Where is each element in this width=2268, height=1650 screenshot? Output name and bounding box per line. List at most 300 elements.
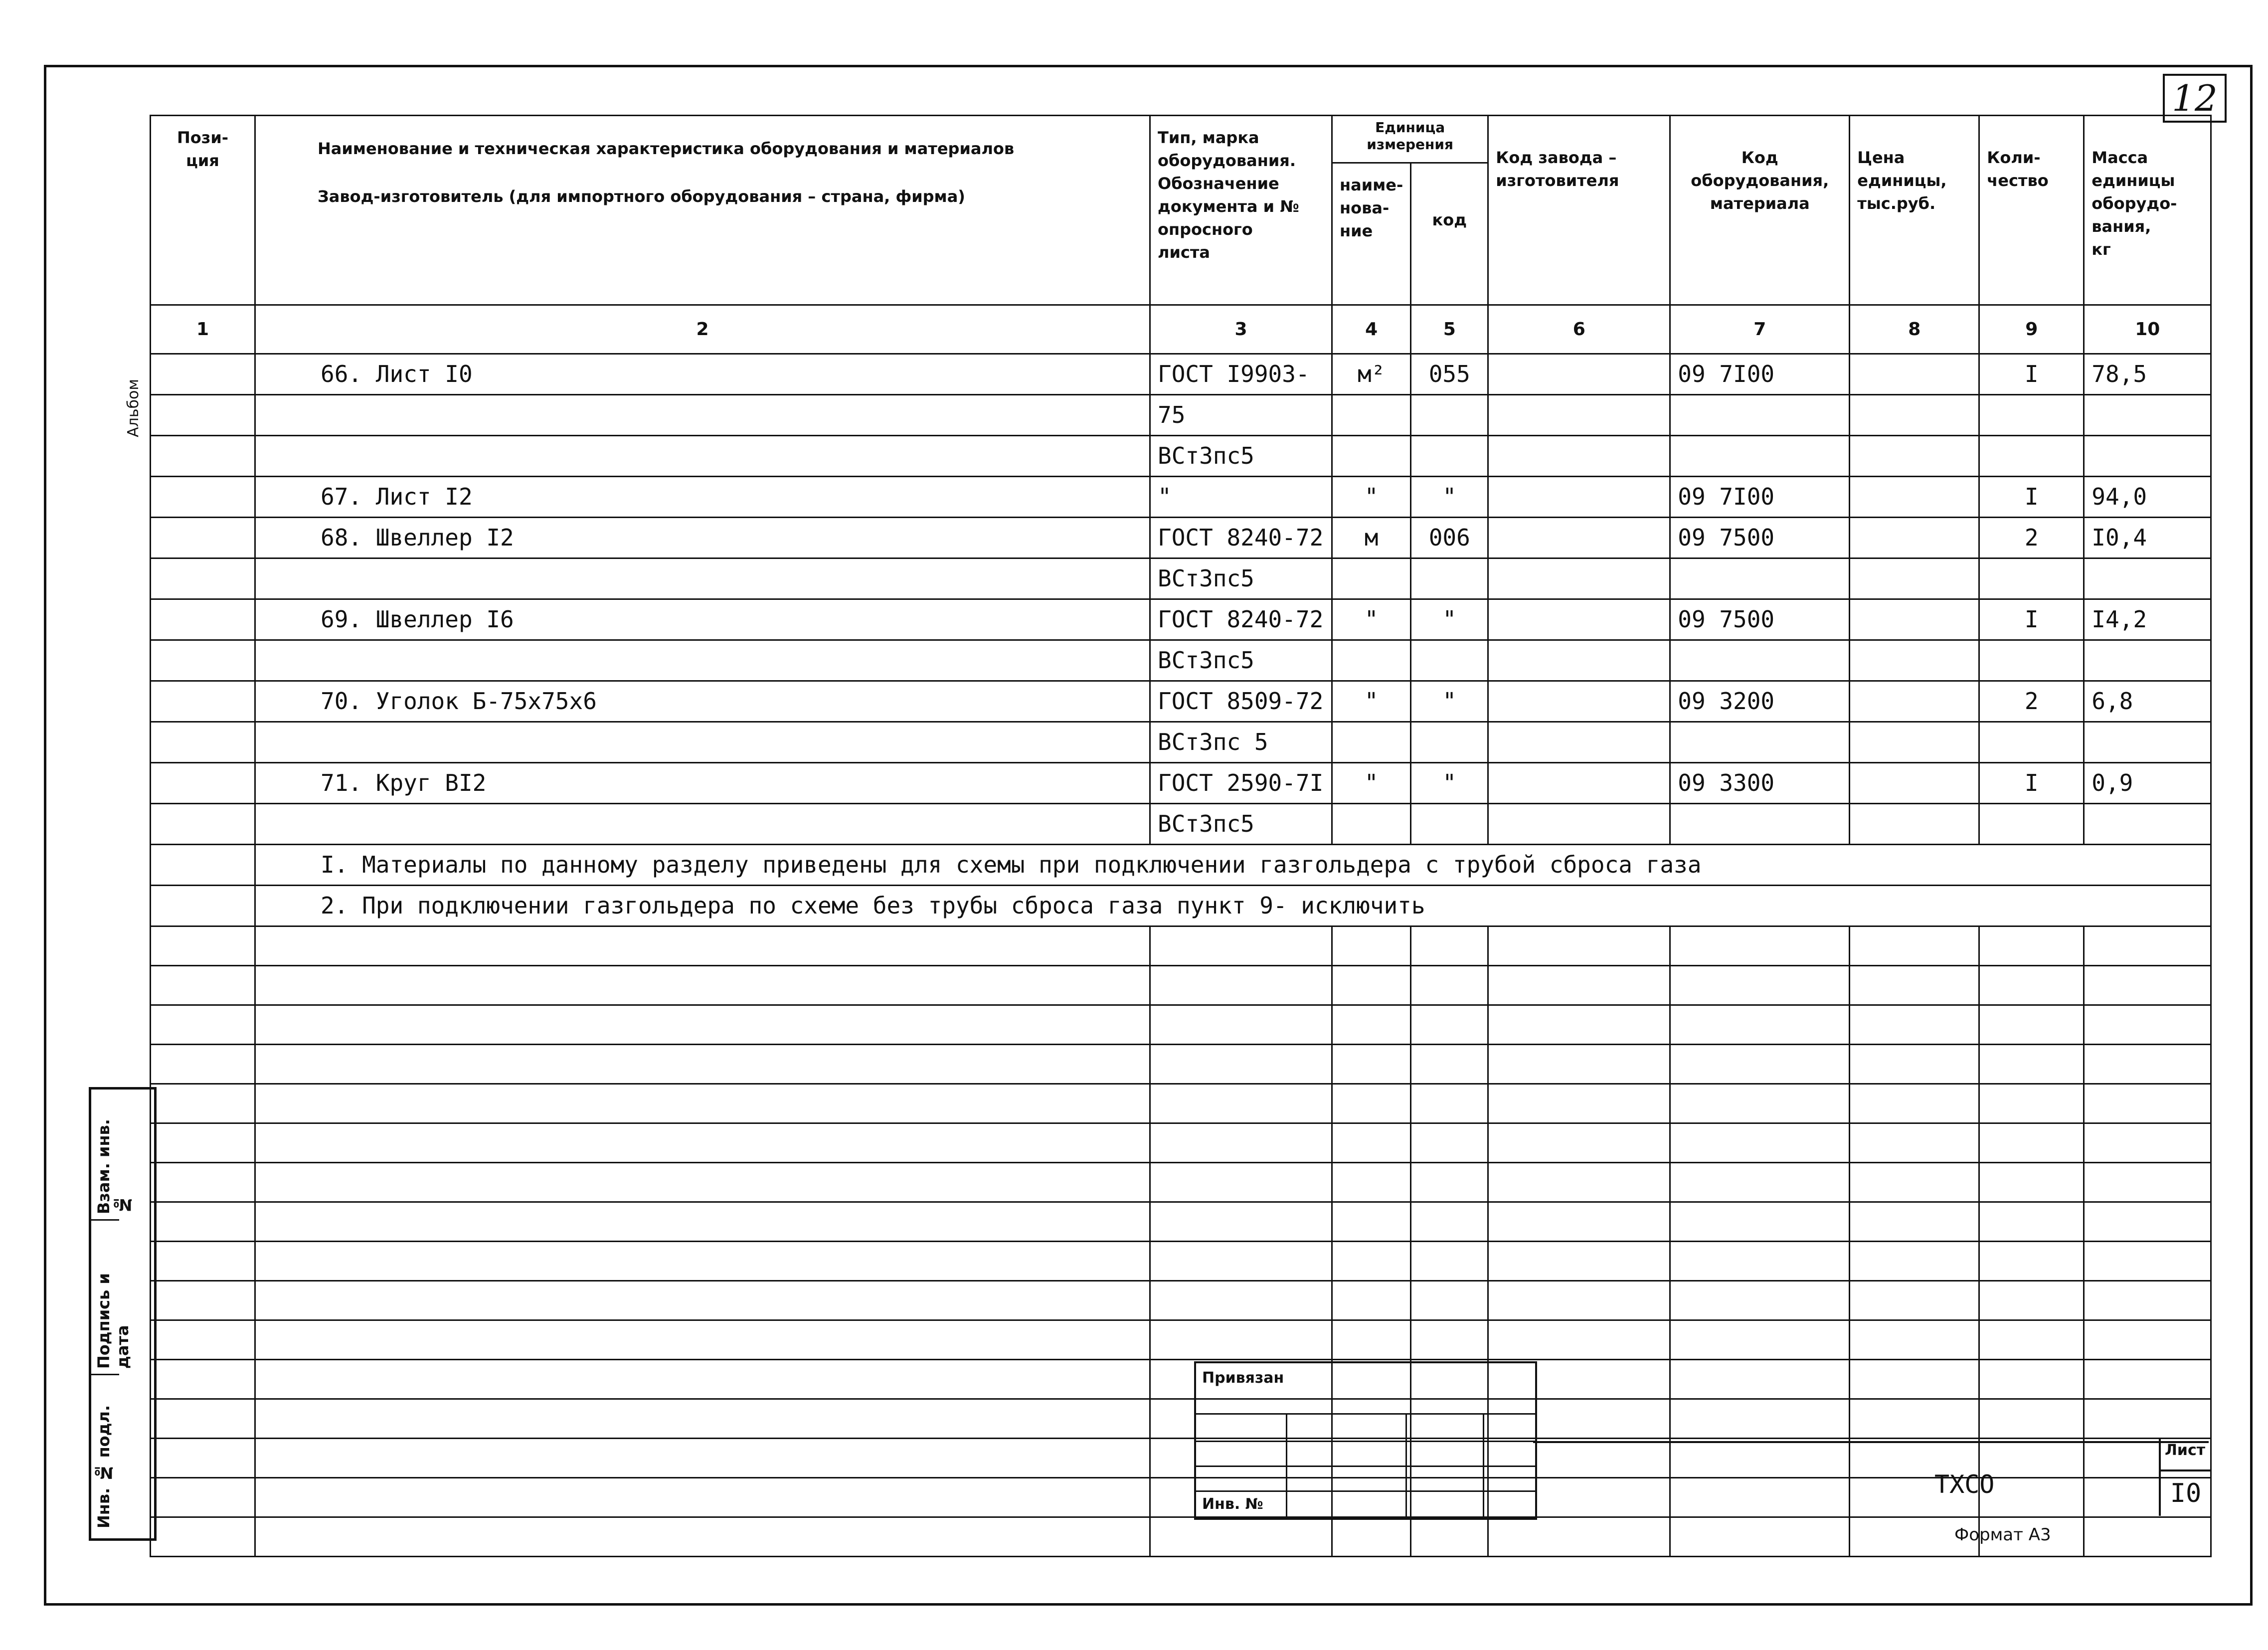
table-cell: [1411, 1123, 1488, 1163]
table-cell: [1411, 436, 1488, 477]
table-cell: [1488, 354, 1670, 395]
table-cell: ": [1332, 681, 1411, 722]
table-cell: ВСт3пс5: [1150, 804, 1332, 845]
header-factory-code: Код завода – изготовителя: [1488, 116, 1670, 305]
table-cell: [2084, 436, 2211, 477]
table-cell: [1670, 436, 1850, 477]
table-cell: [1979, 1163, 2084, 1202]
format-label: Формат А3: [1954, 1525, 2051, 1545]
table-cell: 68. Швеллер I2: [255, 518, 1150, 558]
table-cell: [1488, 926, 1670, 966]
table-cell: ": [1150, 477, 1332, 518]
table-cell: [1670, 1123, 1850, 1163]
table-row: [151, 1517, 2211, 1557]
table-row: [151, 886, 2211, 926]
table-cell: [1488, 1320, 1670, 1360]
table-cell: ": [1411, 477, 1488, 518]
table-cell: [1488, 1123, 1670, 1163]
table-row: [151, 558, 2211, 599]
table-cell: [1488, 477, 1670, 518]
table-cell: [151, 558, 255, 599]
table-cell: [2084, 1163, 2211, 1202]
table-cell: [2084, 1320, 2211, 1360]
table-cell: [1979, 1399, 2084, 1439]
table-cell: [1332, 926, 1411, 966]
table-cell: 09 7500: [1670, 599, 1850, 640]
table-cell: [2084, 926, 2211, 966]
table-cell: [1979, 1084, 2084, 1123]
table-cell: [255, 558, 1150, 599]
table-cell: [2084, 1045, 2211, 1084]
table-cell: [1670, 804, 1850, 845]
table-cell: [2084, 1005, 2211, 1045]
table-cell: 75: [1150, 395, 1332, 436]
table-cell: [1150, 1005, 1332, 1045]
table-cell: ": [1411, 599, 1488, 640]
table-cell: [255, 1202, 1150, 1242]
table-cell: [151, 966, 255, 1005]
table-cell: [1488, 1517, 1670, 1557]
table-cell: [151, 1439, 255, 1478]
table-cell: [151, 436, 255, 477]
table-cell: [1850, 1123, 1979, 1163]
table-cell: [1488, 518, 1670, 558]
table-cell: [1488, 722, 1670, 763]
table-cell: [1979, 1281, 2084, 1320]
linked-stamp: [1194, 1361, 1537, 1520]
header-position: Пози- ция: [151, 116, 255, 305]
table-cell: [2084, 804, 2211, 845]
col-number-5: 5: [1411, 305, 1488, 354]
table-cell: [151, 804, 255, 845]
table-cell: [1332, 966, 1411, 1005]
table-cell: [1332, 1163, 1411, 1202]
table-cell: [1150, 1163, 1332, 1202]
table-cell: [1488, 1163, 1670, 1202]
note-line: I. Материалы по данному разделу приведены для схемы при подключении газгольдера с трубой сброса газа: [255, 845, 2211, 886]
col-number-10: 10: [2084, 305, 2211, 354]
table-cell: [1850, 477, 1979, 518]
table-cell: [1411, 1202, 1488, 1242]
table-cell: [1670, 395, 1850, 436]
table-row: [151, 1360, 2211, 1399]
table-cell: I: [1979, 599, 2084, 640]
table-cell: [1979, 1005, 2084, 1045]
table-cell: [151, 599, 255, 640]
table-cell: [1850, 1320, 1979, 1360]
table-cell: [255, 1005, 1150, 1045]
table-cell: [151, 1517, 255, 1557]
table-cell: [2084, 1242, 2211, 1281]
table-cell: [2084, 1202, 2211, 1242]
table-cell: [1850, 1242, 1979, 1281]
table-cell: [255, 395, 1150, 436]
table-cell: [1488, 558, 1670, 599]
table-cell: [1670, 722, 1850, 763]
table-cell: 055: [1411, 354, 1488, 395]
table-cell: [2084, 1399, 2211, 1439]
table-cell: [1670, 1399, 1850, 1439]
table-cell: [255, 1517, 1150, 1557]
table-cell: [1150, 1320, 1332, 1360]
table-cell: 2: [1979, 518, 2084, 558]
table-cell: [1670, 1360, 1850, 1399]
table-cell: [1332, 436, 1411, 477]
table-row: [151, 599, 2211, 640]
table-cell: I0,4: [2084, 518, 2211, 558]
table-cell: [1411, 1084, 1488, 1123]
table-cell: ВСт3пс5: [1150, 436, 1332, 477]
table-row: [151, 722, 2211, 763]
table-cell: [255, 436, 1150, 477]
table-cell: [1411, 395, 1488, 436]
page-number: 12: [2163, 74, 2227, 123]
sheet-label: Лист: [2165, 1442, 2206, 1459]
table-cell: 09 7I00: [1670, 477, 1850, 518]
table-cell: [151, 1084, 255, 1123]
table-row: [151, 354, 2211, 395]
table-cell: [255, 926, 1150, 966]
col-number-2: 2: [255, 305, 1150, 354]
table-cell: 78,5: [2084, 354, 2211, 395]
table-cell: ВСт3пс5: [1150, 640, 1332, 681]
table-cell: 09 7500: [1670, 518, 1850, 558]
table-row: [151, 681, 2211, 722]
table-cell: [1332, 1084, 1411, 1123]
table-cell: м: [1332, 518, 1411, 558]
table-cell: [151, 722, 255, 763]
table-cell: [255, 1163, 1150, 1202]
table-cell: ": [1332, 763, 1411, 804]
table-cell: 09 3300: [1670, 763, 1850, 804]
table-cell: [1670, 1242, 1850, 1281]
field-signature-date: Подпись и дата: [94, 1273, 132, 1369]
table-cell: [1979, 1360, 2084, 1399]
table-cell: [2084, 1084, 2211, 1123]
table-cell: [1332, 1242, 1411, 1281]
table-cell: [1850, 966, 1979, 1005]
table-cell: [1488, 436, 1670, 477]
table-row: [151, 1084, 2211, 1123]
table-cell: [1488, 763, 1670, 804]
field-replacement-inventory: Взам. инв. №: [94, 1119, 132, 1214]
table-cell: [151, 477, 255, 518]
table-cell: [1332, 558, 1411, 599]
table-cell: [1979, 926, 2084, 966]
table-cell: [1411, 1045, 1488, 1084]
table-cell: ВСт3пс5: [1150, 558, 1332, 599]
table-cell: 2: [1979, 681, 2084, 722]
table-cell: [1979, 436, 2084, 477]
table-cell: ": [1332, 477, 1411, 518]
table-cell: [1488, 966, 1670, 1005]
table-cell: [151, 1281, 255, 1320]
table-cell: [1979, 1242, 2084, 1281]
table-cell: ГОСТ 2590-7I: [1150, 763, 1332, 804]
table-cell: [1850, 599, 1979, 640]
table-cell: [255, 1478, 1150, 1517]
table-cell: [1979, 1320, 2084, 1360]
table-cell: [1150, 926, 1332, 966]
table-cell: [151, 354, 255, 395]
table-cell: [1488, 1281, 1670, 1320]
table-cell: [1488, 681, 1670, 722]
table-cell: ГОСТ 8240-72: [1150, 599, 1332, 640]
table-cell: [151, 1005, 255, 1045]
table-cell: [151, 1163, 255, 1202]
header-unit-name: наиме- нова- ние: [1332, 163, 1411, 305]
table-row: [151, 1005, 2211, 1045]
table-row: [151, 1242, 2211, 1281]
table-cell: [1411, 1005, 1488, 1045]
table-cell: [2084, 1360, 2211, 1399]
table-cell: [1488, 599, 1670, 640]
header-type: Тип, марка оборудования. Обозначение документа и № опросного листа: [1150, 116, 1332, 305]
table-cell: [1979, 966, 2084, 1005]
table-cell: [1150, 1084, 1332, 1123]
note-line: 2. При подключении газгольдера по схеме без трубы сброса газа пункт 9- исключить: [255, 886, 2211, 926]
table-cell: [1850, 395, 1979, 436]
field-original-inventory: Инв. № подл.: [94, 1405, 113, 1528]
table-cell: [1670, 1163, 1850, 1202]
table-cell: [151, 1242, 255, 1281]
table-cell: 6,8: [2084, 681, 2211, 722]
table-cell: [255, 1320, 1150, 1360]
table-cell: [1979, 804, 2084, 845]
header-unit-mass: Масса единицы оборудо- вания, кг: [2084, 116, 2211, 305]
table-row: [151, 1045, 2211, 1084]
header-name-line1: Наименование и техническая характеристика оборудования и материалов: [318, 139, 1015, 158]
table-row: [151, 518, 2211, 558]
table-cell: [1488, 1045, 1670, 1084]
table-cell: 94,0: [2084, 477, 2211, 518]
col-number-1: 1: [151, 305, 255, 354]
table-cell: [1850, 518, 1979, 558]
table-cell: [255, 1242, 1150, 1281]
table-row: [151, 395, 2211, 436]
table-cell: [1850, 354, 1979, 395]
table-cell: [255, 1045, 1150, 1084]
table-cell: [1150, 966, 1332, 1005]
sheet-value: I0: [2161, 1469, 2211, 1508]
table-row: [151, 804, 2211, 845]
table-cell: ": [1332, 599, 1411, 640]
title-block: [1533, 1441, 2209, 1518]
table-cell: [1850, 558, 1979, 599]
table-cell: [1850, 640, 1979, 681]
table-cell: [1150, 1202, 1332, 1242]
table-cell: [255, 722, 1150, 763]
table-cell: [1332, 1320, 1411, 1360]
table-cell: [1150, 1517, 1332, 1557]
table-cell: [1150, 1045, 1332, 1084]
stamp-inventory-label: Инв. №: [1202, 1495, 1263, 1513]
header-quantity: Коли- чество: [1979, 116, 2084, 305]
sheet-box: [2159, 1439, 2211, 1516]
table-cell: [1850, 926, 1979, 966]
table-cell: [1850, 436, 1979, 477]
table-row: [151, 477, 2211, 518]
table-cell: [1850, 1399, 1979, 1439]
document-code: ТХСО: [1934, 1470, 1995, 1499]
stamp-linked-label: Привязан: [1202, 1369, 1284, 1387]
table-cell: [151, 1478, 255, 1517]
table-cell: [151, 1360, 255, 1399]
table-cell: [2084, 1123, 2211, 1163]
table-cell: [1670, 926, 1850, 966]
table-cell: [1150, 1123, 1332, 1163]
table-cell: [255, 1360, 1150, 1399]
table-cell: [1670, 1084, 1850, 1123]
table-row: [151, 1320, 2211, 1360]
table-cell: I: [1979, 354, 2084, 395]
header-unit-code: код: [1411, 163, 1488, 305]
header-unit-group: Единица измерения: [1332, 116, 1488, 163]
table-cell: [1411, 1163, 1488, 1202]
table-cell: [255, 640, 1150, 681]
table-cell: ": [1411, 681, 1488, 722]
table-cell: [1979, 395, 2084, 436]
table-cell: [151, 1320, 255, 1360]
table-cell: [1332, 1123, 1411, 1163]
table-cell: [1850, 1045, 1979, 1084]
table-cell: [1150, 1281, 1332, 1320]
table-cell: [1488, 1084, 1670, 1123]
table-cell: [1670, 1202, 1850, 1242]
table-cell: [151, 640, 255, 681]
table-cell: [151, 681, 255, 722]
table-cell: ГОСТ I9903-: [1150, 354, 1332, 395]
table-cell: [1488, 1242, 1670, 1281]
col-number-7: 7: [1670, 305, 1850, 354]
left-stamp-column: [89, 1087, 157, 1541]
table-cell: [1488, 1005, 1670, 1045]
table-cell: [1150, 1242, 1332, 1281]
table-row: [151, 1163, 2211, 1202]
table-cell: [1979, 558, 2084, 599]
table-cell: [1411, 722, 1488, 763]
col-number-4: 4: [1332, 305, 1411, 354]
table-cell: 006: [1411, 518, 1488, 558]
table-cell: 69. Швеллер I6: [255, 599, 1150, 640]
table-cell: [1332, 1281, 1411, 1320]
table-cell: [1332, 1045, 1411, 1084]
table-row: [151, 926, 2211, 966]
table-cell: [2084, 640, 2211, 681]
table-cell: [2084, 1281, 2211, 1320]
table-cell: [1850, 681, 1979, 722]
table-cell: [1411, 1281, 1488, 1320]
table-cell: I4,2: [2084, 599, 2211, 640]
table-cell: [1332, 395, 1411, 436]
table-cell: 67. Лист I2: [255, 477, 1150, 518]
table-cell: [1411, 558, 1488, 599]
table-cell: I: [1979, 763, 2084, 804]
table-cell: [1332, 722, 1411, 763]
table-cell: [1850, 1084, 1979, 1123]
table-cell: 66. Лист I0: [255, 354, 1150, 395]
table-cell: [151, 1202, 255, 1242]
table-cell: [151, 1045, 255, 1084]
table-row: [151, 763, 2211, 804]
table-cell: [255, 804, 1150, 845]
table-cell: [1411, 926, 1488, 966]
table-cell: [1979, 1123, 2084, 1163]
table-cell: [1850, 1360, 1979, 1399]
table-cell: [2084, 395, 2211, 436]
table-cell: [2084, 558, 2211, 599]
table-row: [151, 1202, 2211, 1242]
table-cell: [1979, 1202, 2084, 1242]
header-material-code: Код оборудования, материала: [1670, 116, 1850, 305]
table-cell: [1670, 1517, 1850, 1557]
header-name-line2: Завод-изготовитель (для импортного оборудования – страна, фирма): [318, 187, 965, 206]
table-cell: 71. Круг ВI2: [255, 763, 1150, 804]
table-row: [151, 845, 2211, 886]
table-cell: [1850, 1281, 1979, 1320]
table-cell: [151, 1123, 255, 1163]
table-row: [151, 1281, 2211, 1320]
table-cell: [1979, 1045, 2084, 1084]
table-cell: [1488, 1202, 1670, 1242]
table-cell: [1670, 1005, 1850, 1045]
table-cell: [151, 395, 255, 436]
table-cell: 09 7I00: [1670, 354, 1850, 395]
table-cell: [1670, 1320, 1850, 1360]
table-cell: 70. Уголок Б-75х75х6: [255, 681, 1150, 722]
table-cell: [255, 1281, 1150, 1320]
table-cell: [1979, 640, 2084, 681]
table-cell: [1411, 1517, 1488, 1557]
table-cell: [1411, 1320, 1488, 1360]
table-cell: [255, 1439, 1150, 1478]
table-cell: [255, 1123, 1150, 1163]
table-cell: [1411, 640, 1488, 681]
specification-table: [150, 115, 2212, 1557]
table-cell: [255, 1399, 1150, 1439]
table-row: [151, 436, 2211, 477]
table-cell: 0,9: [2084, 763, 2211, 804]
table-cell: [1670, 558, 1850, 599]
album-label: Альбом: [125, 379, 142, 437]
table-body: [151, 354, 2211, 1557]
table-cell: [151, 1399, 255, 1439]
table-cell: [1332, 1517, 1411, 1557]
table-cell: [1670, 966, 1850, 1005]
table-cell: [1670, 1045, 1850, 1084]
table-cell: [2084, 1517, 2211, 1557]
table-cell: ГОСТ 8240-72: [1150, 518, 1332, 558]
table-cell: [1850, 1005, 1979, 1045]
table-row: [151, 966, 2211, 1005]
table-cell: [255, 1084, 1150, 1123]
col-number-8: 8: [1850, 305, 1979, 354]
table-cell: [255, 966, 1150, 1005]
table-cell: [151, 886, 255, 926]
table-cell: м²: [1332, 354, 1411, 395]
table-cell: [1670, 640, 1850, 681]
table-cell: ": [1411, 763, 1488, 804]
table-cell: [1411, 966, 1488, 1005]
col-number-3: 3: [1150, 305, 1332, 354]
table-cell: [1488, 804, 1670, 845]
col-number-9: 9: [1979, 305, 2084, 354]
table-cell: [151, 763, 255, 804]
table-cell: ГОСТ 8509-72: [1150, 681, 1332, 722]
table-cell: [1488, 395, 1670, 436]
table-cell: [1332, 1202, 1411, 1242]
table-cell: [1850, 1163, 1979, 1202]
